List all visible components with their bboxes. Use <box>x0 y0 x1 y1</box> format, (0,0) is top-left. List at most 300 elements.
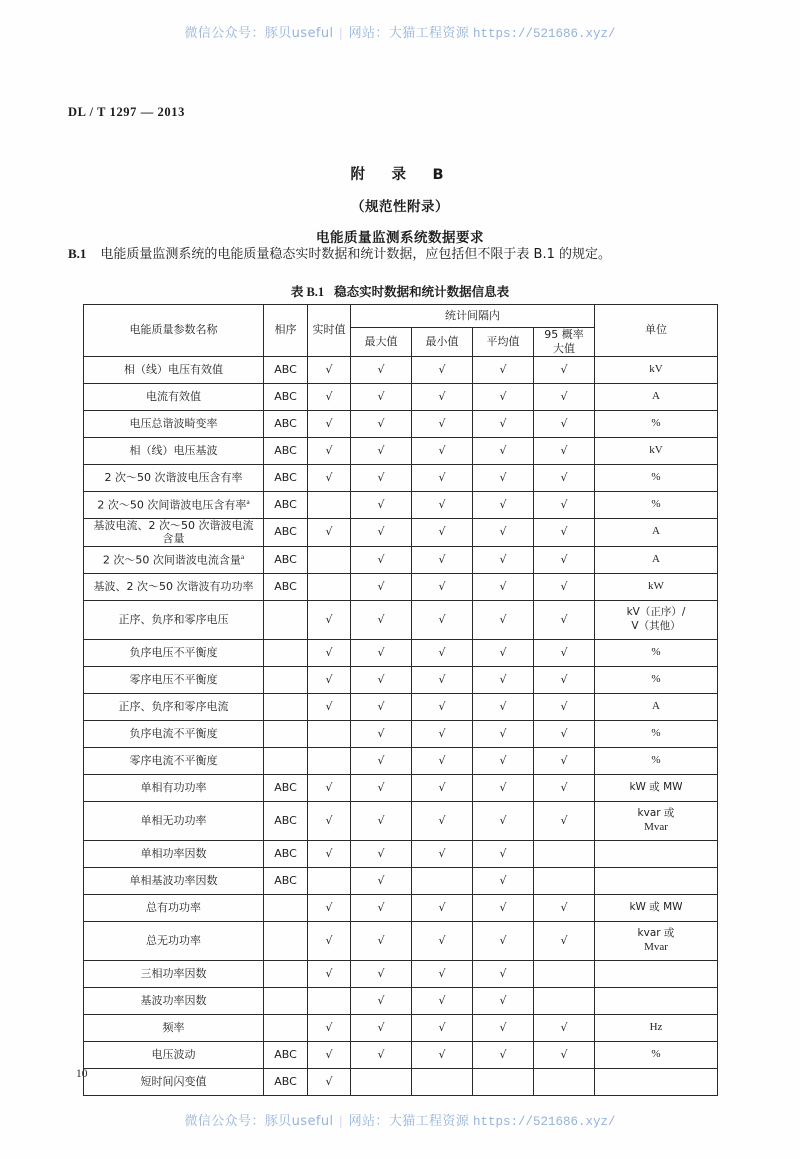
cell-avg: √ <box>473 961 534 988</box>
unit-line: Hz <box>649 1021 663 1034</box>
cell-unit <box>595 574 718 601</box>
unit-line: kW <box>648 580 664 593</box>
cell-param: 电压波动 <box>84 1042 264 1069</box>
cell-phase <box>264 721 308 748</box>
cell-max: √ <box>351 721 412 748</box>
table-row <box>84 775 718 802</box>
cell-min: √ <box>412 841 473 868</box>
cell-phase: ABC <box>264 491 308 518</box>
cell-max: √ <box>351 1042 412 1069</box>
cell-avg: √ <box>473 518 534 547</box>
cell-param: 总无功功率 <box>84 922 264 961</box>
table-row <box>84 748 718 775</box>
cell-unit <box>595 721 718 748</box>
cell-p95: √ <box>534 410 595 437</box>
unit-line: kW 或 MW <box>629 901 683 914</box>
cell-phase <box>264 1015 308 1042</box>
cell-param: 相（线）电压有效值 <box>84 356 264 383</box>
table-b1 <box>83 304 718 1096</box>
cell-realtime: √ <box>308 895 351 922</box>
clause-number: B.1 <box>68 246 87 261</box>
table-row <box>84 491 718 518</box>
cell-avg <box>473 1069 534 1096</box>
cell-min: √ <box>412 922 473 961</box>
cell-realtime: √ <box>308 1015 351 1042</box>
cell-unit <box>595 601 718 640</box>
cell-phase <box>264 748 308 775</box>
cell-unit <box>595 868 718 895</box>
watermark-url: https://521686.xyz/ <box>473 27 616 41</box>
watermark-prefix: 微信公众号： <box>184 1114 265 1129</box>
cell-param: 三相功率因数 <box>84 961 264 988</box>
cell-max: √ <box>351 961 412 988</box>
unit-line: A <box>652 389 660 402</box>
cell-p95: √ <box>534 721 595 748</box>
table-row <box>84 802 718 841</box>
col-header-interval-group: 统计间隔内 <box>351 305 595 328</box>
watermark-site-label: 网站： <box>348 1114 389 1129</box>
cell-min: √ <box>412 491 473 518</box>
cell-max: √ <box>351 640 412 667</box>
cell-phase <box>264 667 308 694</box>
cell-min: √ <box>412 895 473 922</box>
watermark-account: 豚贝useful <box>264 1114 334 1129</box>
table-row <box>84 1042 718 1069</box>
standard-number: DL / T 1297 — 2013 <box>68 105 185 119</box>
cell-realtime: √ <box>308 383 351 410</box>
cell-unit <box>595 356 718 383</box>
cell-phase: ABC <box>264 356 308 383</box>
cell-max: √ <box>351 841 412 868</box>
cell-phase <box>264 961 308 988</box>
table-row <box>84 410 718 437</box>
unit-line: Mvar <box>644 821 668 833</box>
page-number: 10 <box>76 1068 88 1080</box>
cell-param: 2 次～50 次间谐波电流含量$^a$ <box>84 547 264 574</box>
cell-avg: √ <box>473 868 534 895</box>
table-body <box>84 356 718 1096</box>
cell-p95: √ <box>534 640 595 667</box>
cell-realtime: √ <box>308 961 351 988</box>
table-caption <box>0 282 800 300</box>
cell-unit <box>595 1015 718 1042</box>
cell-max: √ <box>351 1015 412 1042</box>
footnote-marker: a <box>240 552 245 562</box>
table-caption-number: 表 B.1 <box>290 285 325 299</box>
cell-unit <box>595 383 718 410</box>
cell-p95 <box>534 841 595 868</box>
cell-p95: √ <box>534 895 595 922</box>
cell-min: √ <box>412 1015 473 1042</box>
cell-phase <box>264 988 308 1015</box>
cell-param: 频率 <box>84 1015 264 1042</box>
table-row <box>84 922 718 961</box>
cell-realtime <box>308 491 351 518</box>
cell-phase: ABC <box>264 802 308 841</box>
cell-min: √ <box>412 721 473 748</box>
cell-avg: √ <box>473 922 534 961</box>
table-row <box>84 721 718 748</box>
cell-avg: √ <box>473 464 534 491</box>
cell-param: 零序电压不平衡度 <box>84 667 264 694</box>
table-caption-title: 稳态实时数据和统计数据信息表 <box>334 284 510 299</box>
col-header-p95 <box>534 328 595 357</box>
cell-realtime <box>308 574 351 601</box>
cell-param: 总有功功率 <box>84 895 264 922</box>
cell-min <box>412 868 473 895</box>
cell-max: √ <box>351 748 412 775</box>
cell-phase: ABC <box>264 1042 308 1069</box>
cell-max: √ <box>351 895 412 922</box>
cell-p95: √ <box>534 694 595 721</box>
cell-param: 单相基波功率因数 <box>84 868 264 895</box>
unit-line: % <box>651 727 661 740</box>
cell-avg: √ <box>473 1015 534 1042</box>
unit-line: kvar 或 <box>637 927 675 940</box>
watermark-top <box>0 22 800 41</box>
cell-avg: √ <box>473 574 534 601</box>
cell-unit <box>595 961 718 988</box>
footnote-marker: a <box>246 496 250 506</box>
cell-min <box>412 1069 473 1096</box>
cell-p95: √ <box>534 547 595 574</box>
cell-p95: √ <box>534 356 595 383</box>
cell-p95: √ <box>534 601 595 640</box>
cell-realtime: √ <box>308 356 351 383</box>
cell-min: √ <box>412 748 473 775</box>
cell-max: √ <box>351 601 412 640</box>
cell-param: 正序、负序和零序电压 <box>84 601 264 640</box>
cell-max: √ <box>351 922 412 961</box>
cell-unit <box>595 841 718 868</box>
col-header-min: 最小值 <box>412 328 473 357</box>
unit-line: kV <box>649 443 663 456</box>
cell-param: 基波功率因数 <box>84 988 264 1015</box>
col-header-unit: 单位 <box>595 305 718 357</box>
cell-avg: √ <box>473 895 534 922</box>
cell-min: √ <box>412 694 473 721</box>
table-header-row-1 <box>84 305 718 328</box>
table-row <box>84 895 718 922</box>
cell-param: 正序、负序和零序电流 <box>84 694 264 721</box>
cell-realtime: √ <box>308 775 351 802</box>
watermark-account: 豚贝useful <box>264 26 334 41</box>
unit-line: A <box>652 553 660 566</box>
cell-max: √ <box>351 410 412 437</box>
cell-min: √ <box>412 775 473 802</box>
watermark-url: https://521686.xyz/ <box>473 1115 616 1129</box>
cell-unit <box>595 802 718 841</box>
table-row <box>84 667 718 694</box>
cell-unit <box>595 694 718 721</box>
cell-max: √ <box>351 437 412 464</box>
cell-param: 负序电流不平衡度 <box>84 721 264 748</box>
cell-avg: √ <box>473 547 534 574</box>
cell-unit <box>595 437 718 464</box>
cell-min: √ <box>412 574 473 601</box>
cell-unit <box>595 491 718 518</box>
cell-unit <box>595 518 718 547</box>
cell-unit <box>595 640 718 667</box>
cell-max: √ <box>351 988 412 1015</box>
col-header-p95-line2: 大值 <box>553 341 575 355</box>
cell-unit <box>595 667 718 694</box>
cell-param: 基波、2 次～50 次谐波有功功率 <box>84 574 264 601</box>
cell-avg: √ <box>473 437 534 464</box>
watermark-separator: | <box>339 25 343 40</box>
cell-max: √ <box>351 667 412 694</box>
cell-min: √ <box>412 961 473 988</box>
cell-param: 短时间闪变值 <box>84 1069 264 1096</box>
cell-realtime: √ <box>308 464 351 491</box>
cell-phase: ABC <box>264 1069 308 1096</box>
unit-line: A <box>652 525 660 538</box>
clause-b1 <box>68 244 733 265</box>
cell-phase: ABC <box>264 547 308 574</box>
cell-realtime <box>308 547 351 574</box>
cell-param: 电压总谐波畸变率 <box>84 410 264 437</box>
cell-unit <box>595 775 718 802</box>
cell-max: √ <box>351 775 412 802</box>
table-row <box>84 961 718 988</box>
cell-phase: ABC <box>264 841 308 868</box>
col-header-max: 最大值 <box>351 328 412 357</box>
watermark-bottom <box>0 1110 800 1129</box>
cell-unit <box>595 1069 718 1096</box>
cell-avg: √ <box>473 748 534 775</box>
cell-realtime: √ <box>308 667 351 694</box>
table-row <box>84 841 718 868</box>
cell-phase: ABC <box>264 574 308 601</box>
unit-line: % <box>651 646 661 659</box>
unit-line: A <box>652 700 660 713</box>
cell-max: √ <box>351 518 412 547</box>
cell-min: √ <box>412 383 473 410</box>
unit-line: % <box>651 1048 661 1061</box>
cell-realtime: √ <box>308 640 351 667</box>
cell-p95: √ <box>534 775 595 802</box>
cell-max: √ <box>351 574 412 601</box>
cell-min: √ <box>412 547 473 574</box>
cell-p95: √ <box>534 518 595 547</box>
cell-realtime: √ <box>308 410 351 437</box>
cell-phase: ABC <box>264 383 308 410</box>
cell-realtime: √ <box>308 601 351 640</box>
cell-p95: √ <box>534 491 595 518</box>
unit-line: % <box>651 673 661 686</box>
cell-p95 <box>534 868 595 895</box>
cell-avg: √ <box>473 1042 534 1069</box>
cell-p95: √ <box>534 1015 595 1042</box>
cell-param: 单相有功功率 <box>84 775 264 802</box>
col-header-realtime: 实时值 <box>308 305 351 357</box>
cell-unit <box>595 922 718 961</box>
annex-title: 电能质量监测系统数据要求 <box>316 230 484 246</box>
cell-realtime <box>308 721 351 748</box>
cell-realtime: √ <box>308 922 351 961</box>
cell-avg: √ <box>473 721 534 748</box>
table-row <box>84 383 718 410</box>
cell-avg: √ <box>473 601 534 640</box>
unit-line: % <box>651 754 661 767</box>
cell-param: 电流有效值 <box>84 383 264 410</box>
cell-param: 零序电流不平衡度 <box>84 748 264 775</box>
watermark-prefix: 微信公众号： <box>184 26 265 41</box>
cell-max: √ <box>351 802 412 841</box>
table-row <box>84 601 718 640</box>
cell-min: √ <box>412 356 473 383</box>
cell-param: 基波电流、2 次～50 次谐波电流含量 <box>84 518 264 547</box>
col-header-param: 电能质量参数名称 <box>84 305 264 357</box>
cell-realtime: √ <box>308 437 351 464</box>
cell-param: 2 次～50 次谐波电压含有率 <box>84 464 264 491</box>
cell-unit <box>595 464 718 491</box>
table-row <box>84 437 718 464</box>
unit-line: % <box>651 470 661 483</box>
cell-p95: √ <box>534 383 595 410</box>
unit-line: Mvar <box>644 941 668 953</box>
col-header-avg: 平均值 <box>473 328 534 357</box>
cell-min: √ <box>412 667 473 694</box>
cell-p95 <box>534 1069 595 1096</box>
cell-max: √ <box>351 547 412 574</box>
cell-avg: √ <box>473 841 534 868</box>
cell-realtime <box>308 748 351 775</box>
cell-phase: ABC <box>264 868 308 895</box>
cell-param: 2 次～50 次间谐波电压含有率$^a$ <box>84 491 264 518</box>
annex-label: 附 录 B <box>350 167 450 183</box>
cell-unit <box>595 410 718 437</box>
cell-min: √ <box>412 601 473 640</box>
cell-param: 单相功率因数 <box>84 841 264 868</box>
cell-p95 <box>534 961 595 988</box>
table-b1-wrapper <box>83 304 717 1096</box>
cell-p95: √ <box>534 574 595 601</box>
cell-unit <box>595 988 718 1015</box>
cell-p95: √ <box>534 1042 595 1069</box>
cell-max <box>351 1069 412 1096</box>
cell-realtime <box>308 988 351 1015</box>
table-row <box>84 988 718 1015</box>
cell-param: 单相无功功率 <box>84 802 264 841</box>
cell-phase: ABC <box>264 410 308 437</box>
table-row <box>84 868 718 895</box>
cell-max: √ <box>351 356 412 383</box>
cell-phase: ABC <box>264 775 308 802</box>
watermark-site-label: 网站： <box>348 26 389 41</box>
cell-p95 <box>534 988 595 1015</box>
cell-phase <box>264 895 308 922</box>
annex-title-block <box>0 163 800 246</box>
cell-min: √ <box>412 988 473 1015</box>
table-row <box>84 640 718 667</box>
cell-realtime: √ <box>308 1042 351 1069</box>
cell-avg: √ <box>473 640 534 667</box>
cell-phase: ABC <box>264 518 308 547</box>
cell-min: √ <box>412 640 473 667</box>
table-header <box>84 305 718 357</box>
cell-p95: √ <box>534 464 595 491</box>
table-row <box>84 518 718 547</box>
cell-phase <box>264 694 308 721</box>
watermark-separator: | <box>339 1113 343 1128</box>
cell-min: √ <box>412 1042 473 1069</box>
unit-line: kvar 或 <box>637 807 675 820</box>
cell-max: √ <box>351 491 412 518</box>
table-row <box>84 356 718 383</box>
cell-avg: √ <box>473 356 534 383</box>
cell-max: √ <box>351 464 412 491</box>
cell-avg: √ <box>473 383 534 410</box>
cell-avg: √ <box>473 775 534 802</box>
cell-unit <box>595 547 718 574</box>
table-row <box>84 547 718 574</box>
cell-min: √ <box>412 464 473 491</box>
cell-avg: √ <box>473 667 534 694</box>
cell-avg: √ <box>473 694 534 721</box>
cell-realtime: √ <box>308 518 351 547</box>
watermark-site-name: 大猫工程资源 <box>388 26 470 41</box>
table-row <box>84 1015 718 1042</box>
table-row <box>84 464 718 491</box>
cell-unit <box>595 1042 718 1069</box>
cell-unit <box>595 895 718 922</box>
annex-kind: （规范性附录） <box>351 199 449 215</box>
cell-phase <box>264 922 308 961</box>
cell-max: √ <box>351 868 412 895</box>
unit-line: V（其他） <box>631 620 681 632</box>
unit-line: kV <box>649 362 663 375</box>
cell-realtime: √ <box>308 1069 351 1096</box>
cell-param: 相（线）电压基波 <box>84 437 264 464</box>
cell-avg: √ <box>473 988 534 1015</box>
cell-phase <box>264 601 308 640</box>
table-row <box>84 574 718 601</box>
cell-phase: ABC <box>264 437 308 464</box>
cell-phase <box>264 640 308 667</box>
unit-line: % <box>651 416 661 429</box>
unit-line: % <box>651 497 661 510</box>
cell-min: √ <box>412 518 473 547</box>
cell-avg: √ <box>473 491 534 518</box>
cell-realtime: √ <box>308 841 351 868</box>
table-row <box>84 694 718 721</box>
unit-line: kV（正序）/ <box>626 606 686 619</box>
table-row <box>84 1069 718 1096</box>
cell-min: √ <box>412 410 473 437</box>
unit-line: kW 或 MW <box>629 781 683 794</box>
cell-p95: √ <box>534 437 595 464</box>
col-header-p95-line1: 95 概率 <box>544 328 584 341</box>
cell-max: √ <box>351 383 412 410</box>
cell-avg: √ <box>473 802 534 841</box>
col-header-phase: 相序 <box>264 305 308 357</box>
cell-p95: √ <box>534 802 595 841</box>
cell-p95: √ <box>534 922 595 961</box>
cell-realtime: √ <box>308 802 351 841</box>
cell-max: √ <box>351 694 412 721</box>
cell-min: √ <box>412 437 473 464</box>
cell-p95: √ <box>534 667 595 694</box>
watermark-site-name: 大猫工程资源 <box>388 1114 470 1129</box>
cell-unit <box>595 748 718 775</box>
cell-realtime: √ <box>308 694 351 721</box>
cell-phase: ABC <box>264 464 308 491</box>
cell-param: 负序电压不平衡度 <box>84 640 264 667</box>
cell-realtime <box>308 868 351 895</box>
cell-p95: √ <box>534 748 595 775</box>
cell-avg: √ <box>473 410 534 437</box>
